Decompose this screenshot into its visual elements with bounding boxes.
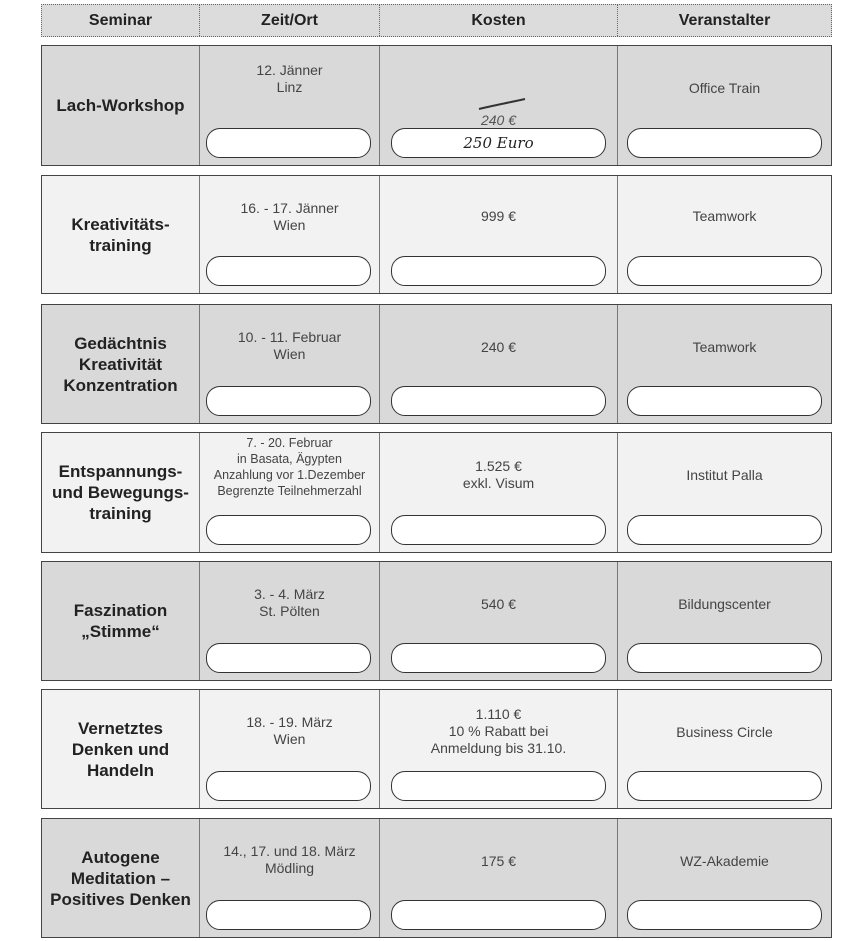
kosten-answer-field[interactable] (391, 771, 606, 801)
zeit-ort-cell (200, 305, 380, 423)
veranstalter-answer-field[interactable] (627, 643, 822, 673)
kosten-answer-field[interactable] (391, 515, 606, 545)
veranstalter-text: Business Circle (676, 724, 773, 740)
kosten-text: 540 € (480, 596, 517, 612)
veranstalter-cell (618, 819, 831, 937)
veranstalter-cell (618, 176, 831, 293)
veranstalter-cell (618, 562, 831, 680)
zeit-ort-answer-field[interactable] (206, 386, 371, 416)
zeit-ort-text: 7. - 20. Februar in Basata, Ägypten Anzahlung vor 1.Dezember Begrenzte Teilnehmerzahl (213, 436, 366, 498)
seminar-title: Autogene Meditation – Positives Denken (50, 847, 191, 909)
veranstalter-text: Office Train (688, 80, 761, 96)
seminar-title: Vernetztes Denken und Handeln (71, 718, 170, 780)
kosten-text: 999 € (480, 208, 517, 224)
seminar-title: Faszination „Stimme“ (73, 601, 168, 641)
veranstalter-cell (618, 433, 831, 552)
kosten-cell (380, 819, 618, 937)
zeit-ort-answer-field[interactable] (206, 900, 371, 930)
kosten-old-price: 240 € (480, 112, 517, 128)
veranstalter-text: Institut Palla (686, 467, 763, 483)
kosten-text: 240 € (480, 339, 517, 355)
seminar-row-autogene-meditation (41, 818, 832, 938)
kosten-text: 175 € (480, 853, 517, 869)
veranstalter-answer-field[interactable] (627, 128, 822, 158)
veranstalter-cell (618, 690, 831, 808)
zeit-ort-cell (200, 690, 380, 808)
zeit-ort-text: 3. - 4. März St. Pölten (254, 586, 325, 619)
veranstalter-text: WZ-Akademie (680, 853, 769, 869)
strikethrough-mark (477, 97, 529, 113)
seminar-cell (42, 562, 200, 680)
veranstalter-answer-field[interactable] (627, 900, 822, 930)
seminar-title: Kreativitäts- training (71, 214, 170, 255)
header-zeit-ort: Zeit/Ort (200, 5, 380, 36)
zeit-ort-cell (200, 176, 380, 293)
veranstalter-answer-field[interactable] (627, 256, 822, 286)
veranstalter-text: Bildungscenter (678, 596, 771, 612)
zeit-ort-answer-field[interactable] (206, 128, 371, 158)
header-kosten: Kosten (380, 5, 618, 36)
kosten-text: 1.110 € 10 % Rabatt bei Anmeldung bis 31.10. (430, 706, 567, 756)
veranstalter-text: Teamwork (692, 339, 757, 355)
zeit-ort-cell (200, 46, 380, 165)
kosten-answer-field[interactable] (391, 386, 606, 416)
seminar-title: Entspannungs- und Bewegungs- training (52, 462, 189, 523)
zeit-ort-cell (200, 819, 380, 937)
veranstalter-text: Teamwork (692, 208, 757, 224)
seminar-cell (42, 305, 200, 423)
seminar-cell (42, 690, 200, 808)
kosten-cell (380, 46, 618, 165)
header-seminar: Seminar (42, 5, 200, 36)
seminar-row-entspannung (41, 432, 832, 553)
kosten-answer-field[interactable] (391, 256, 606, 286)
kosten-answer-field[interactable]: 250 Euro (391, 128, 606, 158)
seminar-row-lach-workshop (41, 45, 832, 166)
seminar-row-faszination-stimme (41, 561, 832, 681)
veranstalter-answer-field[interactable] (627, 515, 822, 545)
kosten-cell (380, 176, 618, 293)
seminar-cell (42, 819, 200, 937)
seminar-cell (42, 433, 200, 552)
zeit-ort-cell (200, 433, 380, 552)
zeit-ort-text: 18. - 19. März Wien (246, 714, 333, 747)
seminar-row-vernetztes-denken (41, 689, 832, 809)
kosten-cell (380, 562, 618, 680)
veranstalter-cell (618, 305, 831, 423)
zeit-ort-answer-field[interactable] (206, 771, 371, 801)
seminar-cell (42, 176, 200, 293)
kosten-answer-field[interactable] (391, 900, 606, 930)
seminar-row-kreativitaetstraining (41, 175, 832, 294)
zeit-ort-answer-field[interactable] (206, 256, 371, 286)
veranstalter-answer-field[interactable] (627, 771, 822, 801)
seminar-row-gedaechtnis (41, 304, 832, 424)
kosten-cell (380, 433, 618, 552)
zeit-ort-text: 10. - 11. Februar Wien (237, 329, 342, 362)
veranstalter-cell (618, 46, 831, 165)
seminar-title: Lach-Workshop (56, 96, 185, 115)
zeit-ort-text: 14., 17. und 18. März Mödling (223, 843, 356, 876)
table-header (41, 4, 832, 37)
kosten-text: 1.525 € exkl. Visum (462, 458, 535, 491)
zeit-ort-text: 16. - 17. Jänner Wien (240, 200, 339, 233)
kosten-answer-field[interactable] (391, 643, 606, 673)
header-veranstalter: Veranstalter (678, 11, 771, 29)
veranstalter-answer-field[interactable] (627, 386, 822, 416)
zeit-ort-answer-field[interactable] (206, 643, 371, 673)
zeit-ort-cell (200, 562, 380, 680)
seminar-cell (42, 46, 200, 165)
zeit-ort-answer-field[interactable] (206, 515, 371, 545)
zeit-ort-text: 12. Jänner Linz (256, 62, 323, 95)
seminar-title: Gedächtnis Kreativität Konzentration (63, 333, 178, 395)
kosten-cell (380, 305, 618, 423)
kosten-cell (380, 690, 618, 808)
